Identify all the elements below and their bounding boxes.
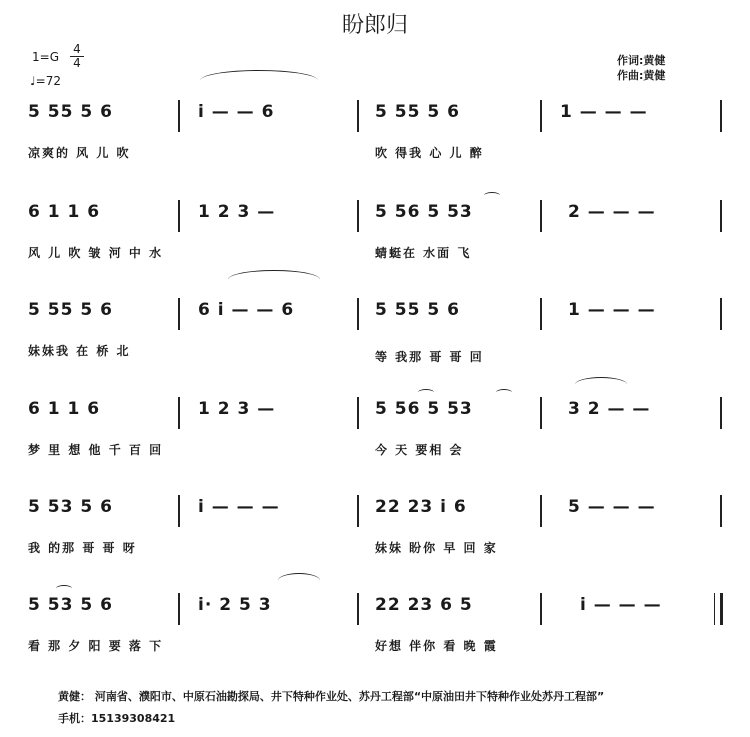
lyric-phrase-1: 我 的那 哥 哥 呀 [28, 541, 137, 555]
lyric-phrase-1: 妹妹我 在 桥 北 [28, 344, 131, 358]
bar-line [540, 200, 542, 232]
bar-line [540, 298, 542, 330]
score-line-3 [0, 298, 750, 398]
lyric-phrase-2: 今 天 要相 会 [375, 443, 464, 457]
bar-line [357, 200, 359, 232]
bar-line [357, 593, 359, 625]
lyric-phrase-2: 等 我那 哥 哥 回 [375, 350, 484, 364]
bar-line [178, 593, 180, 625]
tempo-value: =72 [35, 74, 61, 88]
measure-1: 5 55 5 6 [28, 300, 113, 320]
slur-mark [200, 70, 318, 91]
slur-mark [484, 192, 500, 199]
measure-3: 5 55 5 6 [375, 102, 460, 122]
score-line-6 [0, 593, 750, 693]
lyric-phrase-1: 风 儿 吹 皱 河 中 水 [28, 246, 164, 260]
measure-1: 6 1 1 6 [28, 202, 101, 222]
time-signature-bottom: 4 [70, 56, 84, 70]
measure-1: 5 53 5 6 [28, 497, 113, 517]
bar-line [178, 495, 180, 527]
measure-3: 5 55 5 6 [375, 300, 460, 320]
slur-mark [278, 573, 320, 588]
measure-1: 5 53 5 6 [28, 595, 113, 615]
final-bar-thin [714, 593, 715, 625]
bar-line [178, 100, 180, 132]
bar-line [720, 100, 722, 132]
measure-2: 1 2 3 — [198, 202, 276, 222]
measure-3: 22 23 i 6 [375, 497, 467, 517]
slur-mark [496, 389, 512, 396]
lyric-phrase-1: 梦 里 想 他 千 百 回 [28, 443, 164, 457]
score-line-5 [0, 495, 750, 595]
measure-1: 5 55 5 6 [28, 102, 113, 122]
lyric-phrase-2: 好想 伴你 看 晚 霞 [375, 639, 498, 653]
measure-4: 2 — — — [568, 202, 656, 222]
bar-line [540, 495, 542, 527]
bar-line [357, 397, 359, 429]
measure-1: 6 1 1 6 [28, 399, 101, 419]
score-line-4 [0, 397, 750, 497]
slur-mark [56, 585, 72, 592]
bar-line [540, 397, 542, 429]
measure-3: 22 23 6 5 [375, 595, 473, 615]
measure-2: i — — — [198, 497, 280, 517]
tempo-marking [30, 74, 61, 88]
bar-line [720, 298, 722, 330]
time-signature-top: 4 [73, 42, 81, 56]
final-bar-thick [720, 593, 723, 625]
bar-line [720, 495, 722, 527]
score-line-1 [0, 100, 750, 200]
page-title: 盼郎归 [341, 13, 408, 38]
lyric-phrase-2: 妹妹 盼你 早 回 家 [375, 541, 498, 555]
bar-line [178, 397, 180, 429]
measure-4: i — — — [580, 595, 662, 615]
slur-mark [418, 389, 434, 396]
time-signature [70, 43, 84, 70]
bar-line [357, 495, 359, 527]
lyric-phrase-2: 吹 得我 心 儿 醉 [375, 146, 484, 160]
measure-2: 1 2 3 — [198, 399, 276, 419]
slur-mark [228, 270, 320, 289]
lyric-phrase-1: 看 那 夕 阳 要 落 下 [28, 639, 164, 653]
lyricist-credit: 作词:黄健 [617, 54, 666, 67]
score-line-2 [0, 200, 750, 300]
lyric-phrase-2: 蜻蜓在 水面 飞 [375, 246, 472, 260]
author-info: 黄健： 河南省、濮阳市、中原石油勘探局、井下特种作业处、苏丹工程部“中原油田井下特种作业处苏丹工程部” [58, 690, 605, 703]
bar-line [720, 397, 722, 429]
phone-info: 手机：15139308421 [58, 712, 176, 725]
measure-4: 3 2 — — [568, 399, 651, 419]
bar-line [720, 200, 722, 232]
composer-credit: 作曲:黄健 [617, 69, 666, 82]
bar-line [357, 100, 359, 132]
lyric-phrase-1: 凉爽的 风 儿 吹 [28, 146, 131, 160]
measure-4: 1 — — — [560, 102, 648, 122]
measure-2: i· 2 5 3 [198, 595, 272, 615]
bar-line [540, 593, 542, 625]
measure-3: 5 56 5 53 [375, 399, 473, 419]
key-signature: 1=G [32, 50, 59, 64]
measure-2: 6 i — — 6 [198, 300, 295, 320]
quarter-note-icon: ♩ [30, 74, 36, 88]
bar-line [178, 298, 180, 330]
bar-line [357, 298, 359, 330]
measure-3: 5 56 5 53 [375, 202, 473, 222]
measure-4: 1 — — — [568, 300, 656, 320]
bar-line [178, 200, 180, 232]
bar-line [540, 100, 542, 132]
slur-mark [575, 377, 627, 392]
measure-4: 5 — — — [568, 497, 656, 517]
measure-2: i — — 6 [198, 102, 275, 122]
